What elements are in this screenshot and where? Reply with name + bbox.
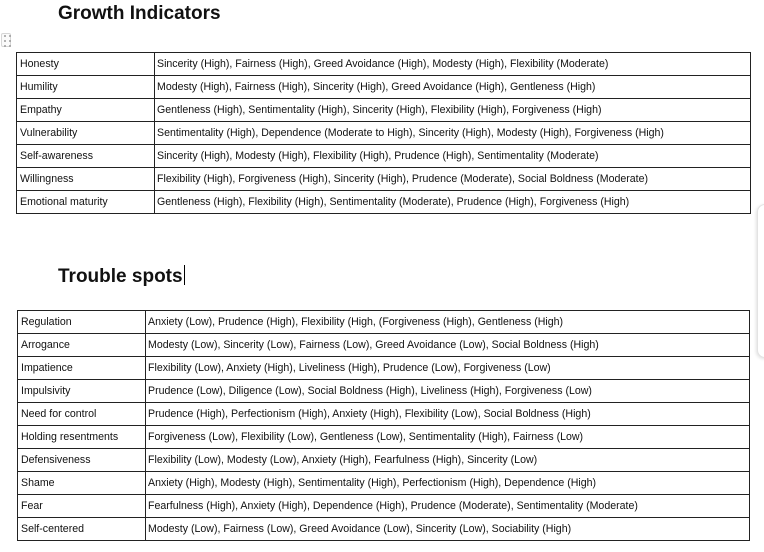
table-row[interactable] — [18, 311, 750, 334]
table-cell-traits[interactable]: Gentleness (High), Flexibility (High), Sentimentality (Moderate), Prudence (High), Forgiveness (High) — [155, 191, 751, 214]
table-row[interactable] — [17, 99, 751, 122]
growth-indicators-table[interactable] — [16, 52, 751, 214]
table-cell-traits[interactable]: Sincerity (High), Modesty (High), Flexibility (High), Prudence (High), Sentimentality (Moderate) — [155, 145, 751, 168]
table-cell-traits[interactable]: Prudence (Low), Diligence (Low), Social Boldness (High), Liveliness (High), Forgiveness (Low) — [146, 380, 750, 403]
table-row[interactable] — [17, 145, 751, 168]
table-drag-handle-icon[interactable] — [1, 33, 11, 47]
table-cell-name[interactable]: Arrogance — [18, 334, 146, 357]
table-cell-traits[interactable]: Flexibility (Low), Anxiety (High), Liveliness (High), Prudence (Low), Forgiveness (Low) — [146, 357, 750, 380]
table-cell-name[interactable]: Impatience — [18, 357, 146, 380]
table-cell-name[interactable]: Need for control — [18, 403, 146, 426]
growth-indicators-heading-text: Growth Indicators — [58, 3, 221, 24]
table-cell-traits[interactable]: Flexibility (Low), Modesty (Low), Anxiety (High), Fearfulness (High), Sincerity (Low) — [146, 449, 750, 472]
table-cell-name[interactable]: Self-awareness — [17, 145, 155, 168]
table-cell-traits[interactable]: Prudence (High), Perfectionism (High), Anxiety (High), Flexibility (Low), Social Boldness (High) — [146, 403, 750, 426]
table-cell-name[interactable]: Empathy — [17, 99, 155, 122]
table-cell-name[interactable]: Honesty — [17, 53, 155, 76]
table-row[interactable] — [17, 53, 751, 76]
table-cell-name[interactable]: Impulsivity — [18, 380, 146, 403]
table-cell-traits[interactable]: Forgiveness (Low), Flexibility (Low), Gentleness (Low), Sentimentality (High), Fairness (Low) — [146, 426, 750, 449]
table-cell-traits[interactable]: Anxiety (High), Modesty (High), Sentimentality (High), Perfectionism (High), Dependence (High) — [146, 472, 750, 495]
table-row[interactable] — [18, 357, 750, 380]
table-row[interactable] — [17, 191, 751, 214]
table-cell-name[interactable]: Humility — [17, 76, 155, 99]
trouble-spots-table[interactable] — [17, 310, 750, 541]
table-row[interactable] — [18, 426, 750, 449]
table-cell-name[interactable]: Emotional maturity — [17, 191, 155, 214]
table-row[interactable] — [18, 472, 750, 495]
table-row[interactable] — [18, 495, 750, 518]
table-row[interactable] — [18, 403, 750, 426]
side-panel-tab[interactable] — [757, 204, 764, 358]
table-cell-traits[interactable]: Modesty (Low), Fairness (Low), Greed Avoidance (Low), Sincerity (Low), Sociability (High) — [146, 518, 750, 541]
table-cell-name[interactable]: Self-centered — [18, 518, 146, 541]
text-cursor — [184, 265, 185, 285]
table-row[interactable] — [18, 334, 750, 357]
growth-indicators-heading[interactable] — [58, 2, 221, 26]
trouble-spots-heading-text: Trouble spots — [58, 266, 183, 287]
table-row[interactable] — [18, 518, 750, 541]
table-cell-traits[interactable]: Sentimentality (High), Dependence (Moderate to High), Sincerity (High), Modesty (High), Forgiveness (High) — [155, 122, 751, 145]
table-cell-traits[interactable]: Flexibility (High), Forgiveness (High), Sincerity (High), Prudence (Moderate), Social Boldness (Moderate) — [155, 168, 751, 191]
table-row[interactable] — [17, 76, 751, 99]
table-cell-name[interactable]: Vulnerability — [17, 122, 155, 145]
table-cell-traits[interactable]: Modesty (High), Fairness (High), Sincerity (High), Greed Avoidance (High), Gentleness (High) — [155, 76, 751, 99]
table-row[interactable] — [18, 380, 750, 403]
table-cell-name[interactable]: Holding resentments — [18, 426, 146, 449]
table-cell-name[interactable]: Fear — [18, 495, 146, 518]
table-cell-traits[interactable]: Fearfulness (High), Anxiety (High), Dependence (High), Prudence (Moderate), Sentimentality (Moderate) — [146, 495, 750, 518]
table-cell-traits[interactable]: Sincerity (High), Fairness (High), Greed Avoidance (High), Modesty (High), Flexibility (Moderate) — [155, 53, 751, 76]
table-cell-name[interactable]: Shame — [18, 472, 146, 495]
table-row[interactable] — [17, 122, 751, 145]
table-cell-name[interactable]: Defensiveness — [18, 449, 146, 472]
table-row[interactable] — [18, 449, 750, 472]
trouble-spots-heading[interactable] — [58, 265, 185, 289]
table-cell-traits[interactable]: Modesty (Low), Sincerity (Low), Fairness (Low), Greed Avoidance (Low), Social Boldness (High) — [146, 334, 750, 357]
table-row[interactable] — [17, 168, 751, 191]
table-cell-traits[interactable]: Gentleness (High), Sentimentality (High), Sincerity (High), Flexibility (High), Forgiveness (High) — [155, 99, 751, 122]
table-cell-traits[interactable]: Anxiety (Low), Prudence (High), Flexibility (High, (Forgiveness (High), Gentleness (High) — [146, 311, 750, 334]
table-cell-name[interactable]: Willingness — [17, 168, 155, 191]
table-cell-name[interactable]: Regulation — [18, 311, 146, 334]
